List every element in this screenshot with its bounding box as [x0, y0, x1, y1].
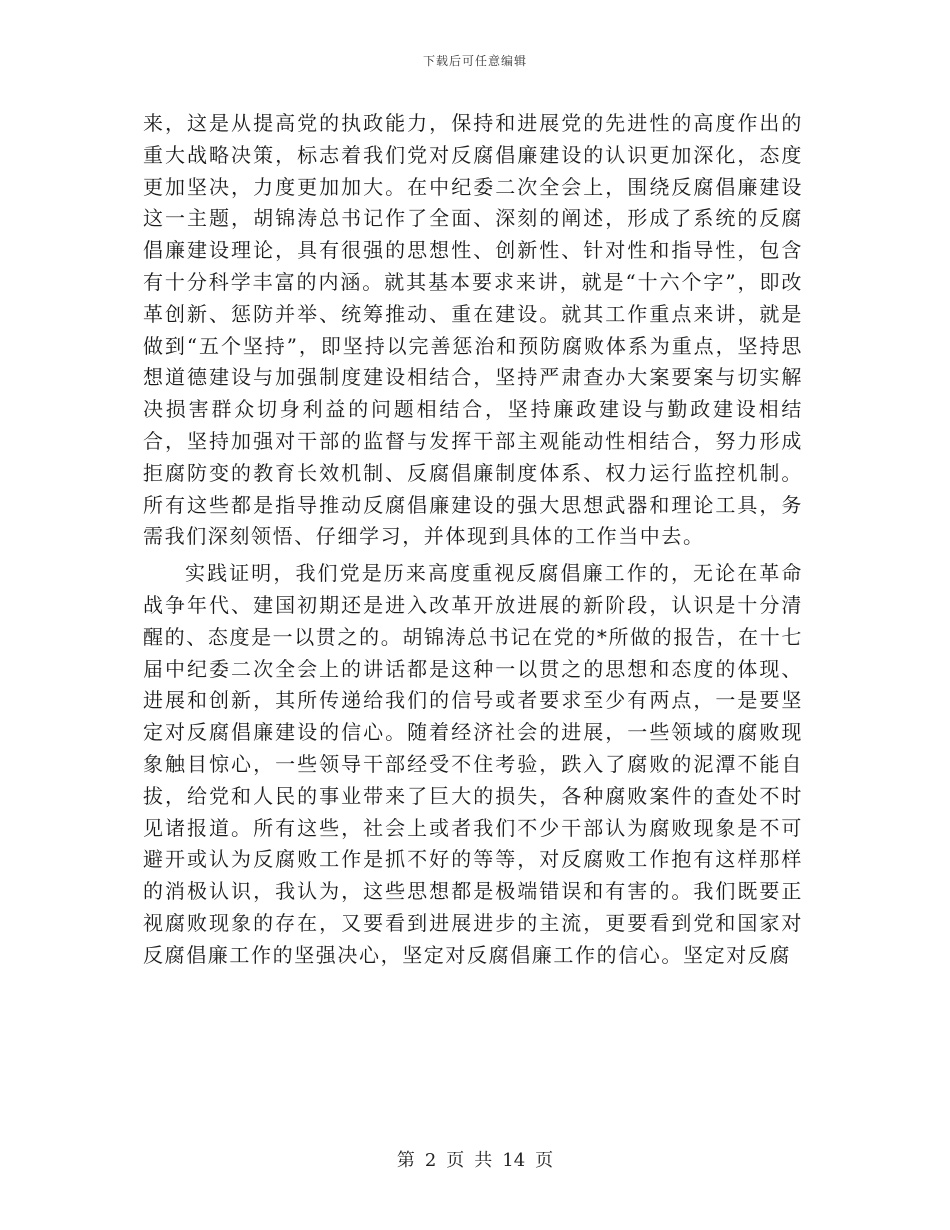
footer-page-number: 2	[424, 1150, 437, 1171]
footer-total-prefix: 共	[474, 1150, 493, 1171]
paragraph-2: 实践证明，我们党是历来高度重视反腐倡廉工作的，无论在革命战争年代、建国初期还是进入改革开放进展的新阶段，认识是十分清醒的、态度是一以贯之的。胡锦涛总书记在党的*所做的报告，在十七届中纪委二次全会上的讲话都是这种一以贯之的思想和态度的体现、进展和创新，其所传递给我们的信号或者要求至少有两点，一是要坚定对反腐倡廉建设的信心。随着经济社会的进展，一些领域的腐败现象触目惊心，一些领导干部经受不住考验，跌入了腐败的泥潭不能自拔，给党和人民的事业带来了巨大的损失，各种腐败案件的查处不时见诸报道。所有这些，社会上或者我们不少干部认为腐败现象是不可避开或认为反腐败工作是抓不好的等等，对反腐败工作抱有这样那样的消极认识，我认为，这些思想都是极端错误和有害的。我们既要正视腐败现象的存在，又要看到进展进步的主流，更要看到党和国家对反腐倡廉工作的坚强决心，坚定对反腐倡廉工作的信心。坚定对反腐	[143, 561, 803, 967]
footer-prefix: 第	[396, 1150, 415, 1171]
footer-suffix: 页	[535, 1150, 554, 1171]
footer-mid: 页	[446, 1150, 465, 1171]
page-header: 下载后可任意编辑	[422, 54, 527, 68]
page-footer	[0, 1146, 950, 1172]
paragraph-1: 来，这是从提高党的执政能力，保持和进展党的先进性的高度作出的重大战略决策，标志着我们党对反腐倡廉建设的认识更加深化，态度更加坚决，力度更加加大。在中纪委二次全会上，围绕反腐倡廉建设这一主题，胡锦涛总书记作了全面、深刻的阐述，形成了系统的反腐倡廉建设理论，具有很强的思想性、创新性、针对性和指导性，包含有十分科学丰富的内涵。就其基本要求来讲，就是“十六个字”，即改革创新、惩防并举、统筹推动、重在建设。就其工作重点来讲，就是做到“五个坚持”，即坚持以完善惩治和预防腐败体系为重点，坚持思想道德建设与加强制度建设相结合，坚持严肃查办大案要案与切实解决损害群众切身利益的问题相结合，坚持廉政建设与勤政建设相结合，坚持加强对干部的监督与发挥干部主观能动性相结合，努力形成拒腐防变的教育长效机制、反腐倡廉制度体系、权力运行监控机制。所有这些都是指导推动反腐倡廉建设的强大思想武器和理论工具，务需我们深刻领悟、仔细学习，并体现到具体的工作当中去。	[143, 111, 803, 549]
footer-total-pages: 14	[502, 1150, 526, 1171]
document-body	[143, 108, 803, 972]
